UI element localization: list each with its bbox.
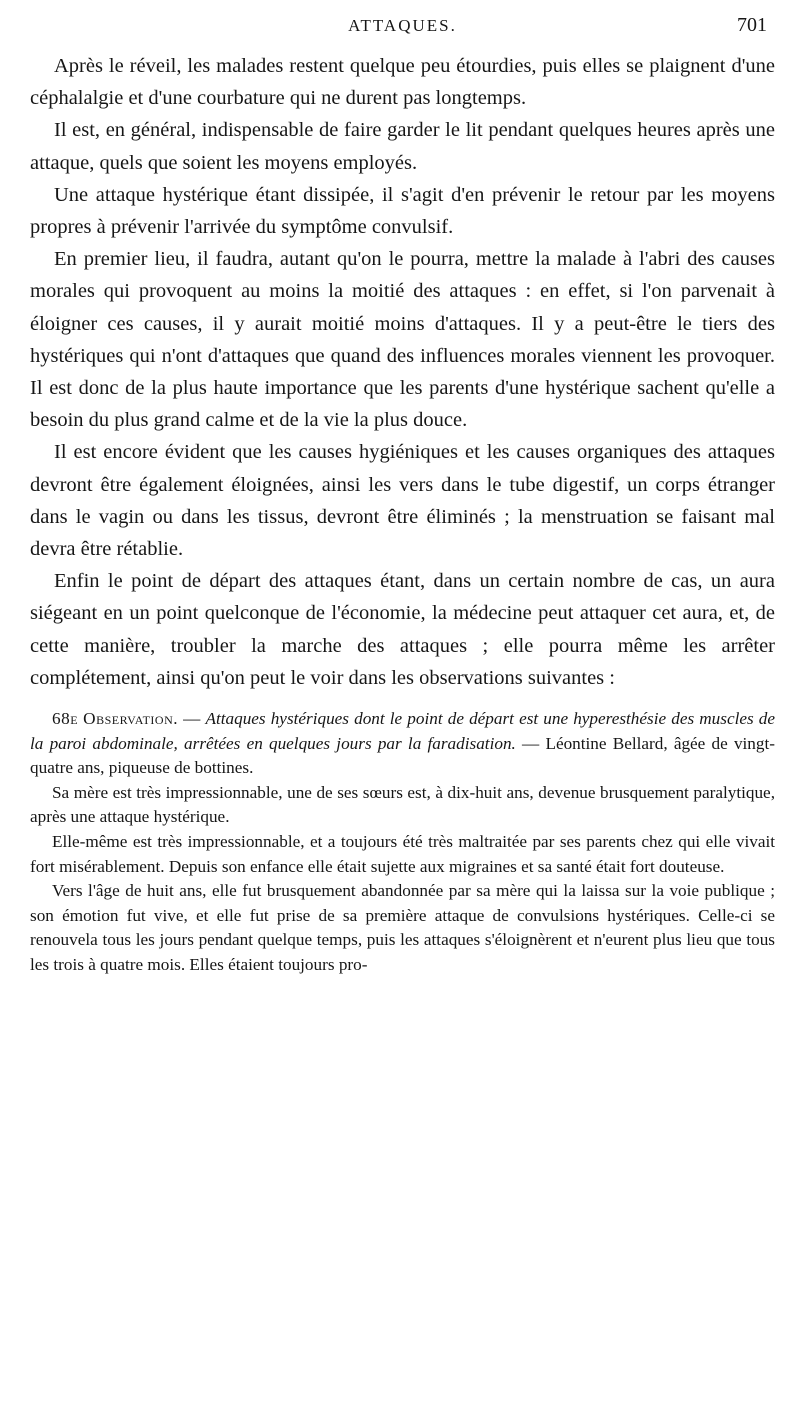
running-title: ATTAQUES. bbox=[348, 16, 457, 35]
paragraph: Après le réveil, les malades restent quelque peu étourdies, puis elles se plaignent d'une céphalalgie et d'une courbature qui ne durent pas longtemps. bbox=[30, 55, 775, 110]
observation-section bbox=[30, 707, 775, 978]
page-number: 701 bbox=[737, 14, 767, 36]
observation-number: 68e bbox=[52, 709, 79, 729]
observation-paragraph: Sa mère est très impressionnable, une de ses sœurs est, à dix-huit ans, devenue brusquement paralytique, après une attaque hystérique. bbox=[30, 782, 775, 827]
observation-title: Attaques hystériques dont le point de départ est une hyperesthésie des muscles de la paroi abdominale, arrêtées en quelques jours par la faradisation. bbox=[30, 709, 776, 753]
book-page bbox=[30, 14, 775, 978]
observation-paragraph: Vers l'âge de huit ans, elle fut brusquement abandonnée par sa mère qui la laissa sur la voie publique ; son émotion fut vive, et elle fut prise de sa première attaque de convulsions hystériques. Celle-ci se renouvela tous les jours pendant quelque temps, puis les attaques s'éloignèrent et n'eurent plus lieu que tous les trois à quatre mois. Elles étaient toujours pro- bbox=[30, 881, 775, 974]
paragraph: Il est, en général, indispensable de faire garder le lit pendant quelques heures après une attaque, quels que soient les moyens employés. bbox=[30, 119, 775, 174]
main-text bbox=[30, 50, 775, 694]
observation-heading bbox=[30, 707, 775, 781]
observation-paragraph: Elle-même est très impressionnable, et a toujours été très maltraitée par ses parents chez qui elle vivait fort misérablement. Depuis son enfance elle était sujette aux migraines et sa santé était fort douteuse. bbox=[30, 832, 775, 876]
paragraph: Une attaque hystérique étant dissipée, il s'agit d'en prévenir le retour par les moyens propres à prévenir l'arrivée du symptôme convulsif. bbox=[30, 183, 775, 239]
observation-dash: — bbox=[178, 709, 206, 729]
paragraph: Enfin le point de départ des attaques étant, dans un certain nombre de cas, un aura siégeant en un point quelconque de l'économie, la médecine peut attaquer cet aura, et, de cette manière, troubler la marche des attaques ; elle pourra même les arrêter complétement, ainsi qu'on peut le voir dans les observations suivantes : bbox=[30, 570, 775, 689]
running-head bbox=[30, 14, 775, 42]
observation-subject: — Léontine Bellard, âgée de vingt-quatre ans, piqueuse de bottines. bbox=[30, 733, 775, 778]
paragraph: En premier lieu, il faudra, autant qu'on le pourra, mettre la malade à l'abri des causes morales qui provoquent au moins la moitié des attaques : en effet, si l'on parvenait à éloigner ces causes, il y aurait moitié moins d'attaques. Il y a peut-être le tiers des hystériques qui n'ont d'attaques que quand des influences morales viennent les provoquer. Il est donc de la plus haute importance que les parents d'une hystérique sachent qu'elle a besoin du plus grand calme et de la vie la plus douce. bbox=[30, 248, 775, 432]
observation-label: Observation. bbox=[83, 709, 179, 729]
paragraph: Il est encore évident que les causes hygiéniques et les causes organiques des attaques devront être également éloignées, ainsi les vers dans le tube digestif, un corps étranger dans le vagin ou dans les tissus, devront être éliminés ; la menstruation se faisant mal devra être rétablie. bbox=[30, 441, 775, 561]
